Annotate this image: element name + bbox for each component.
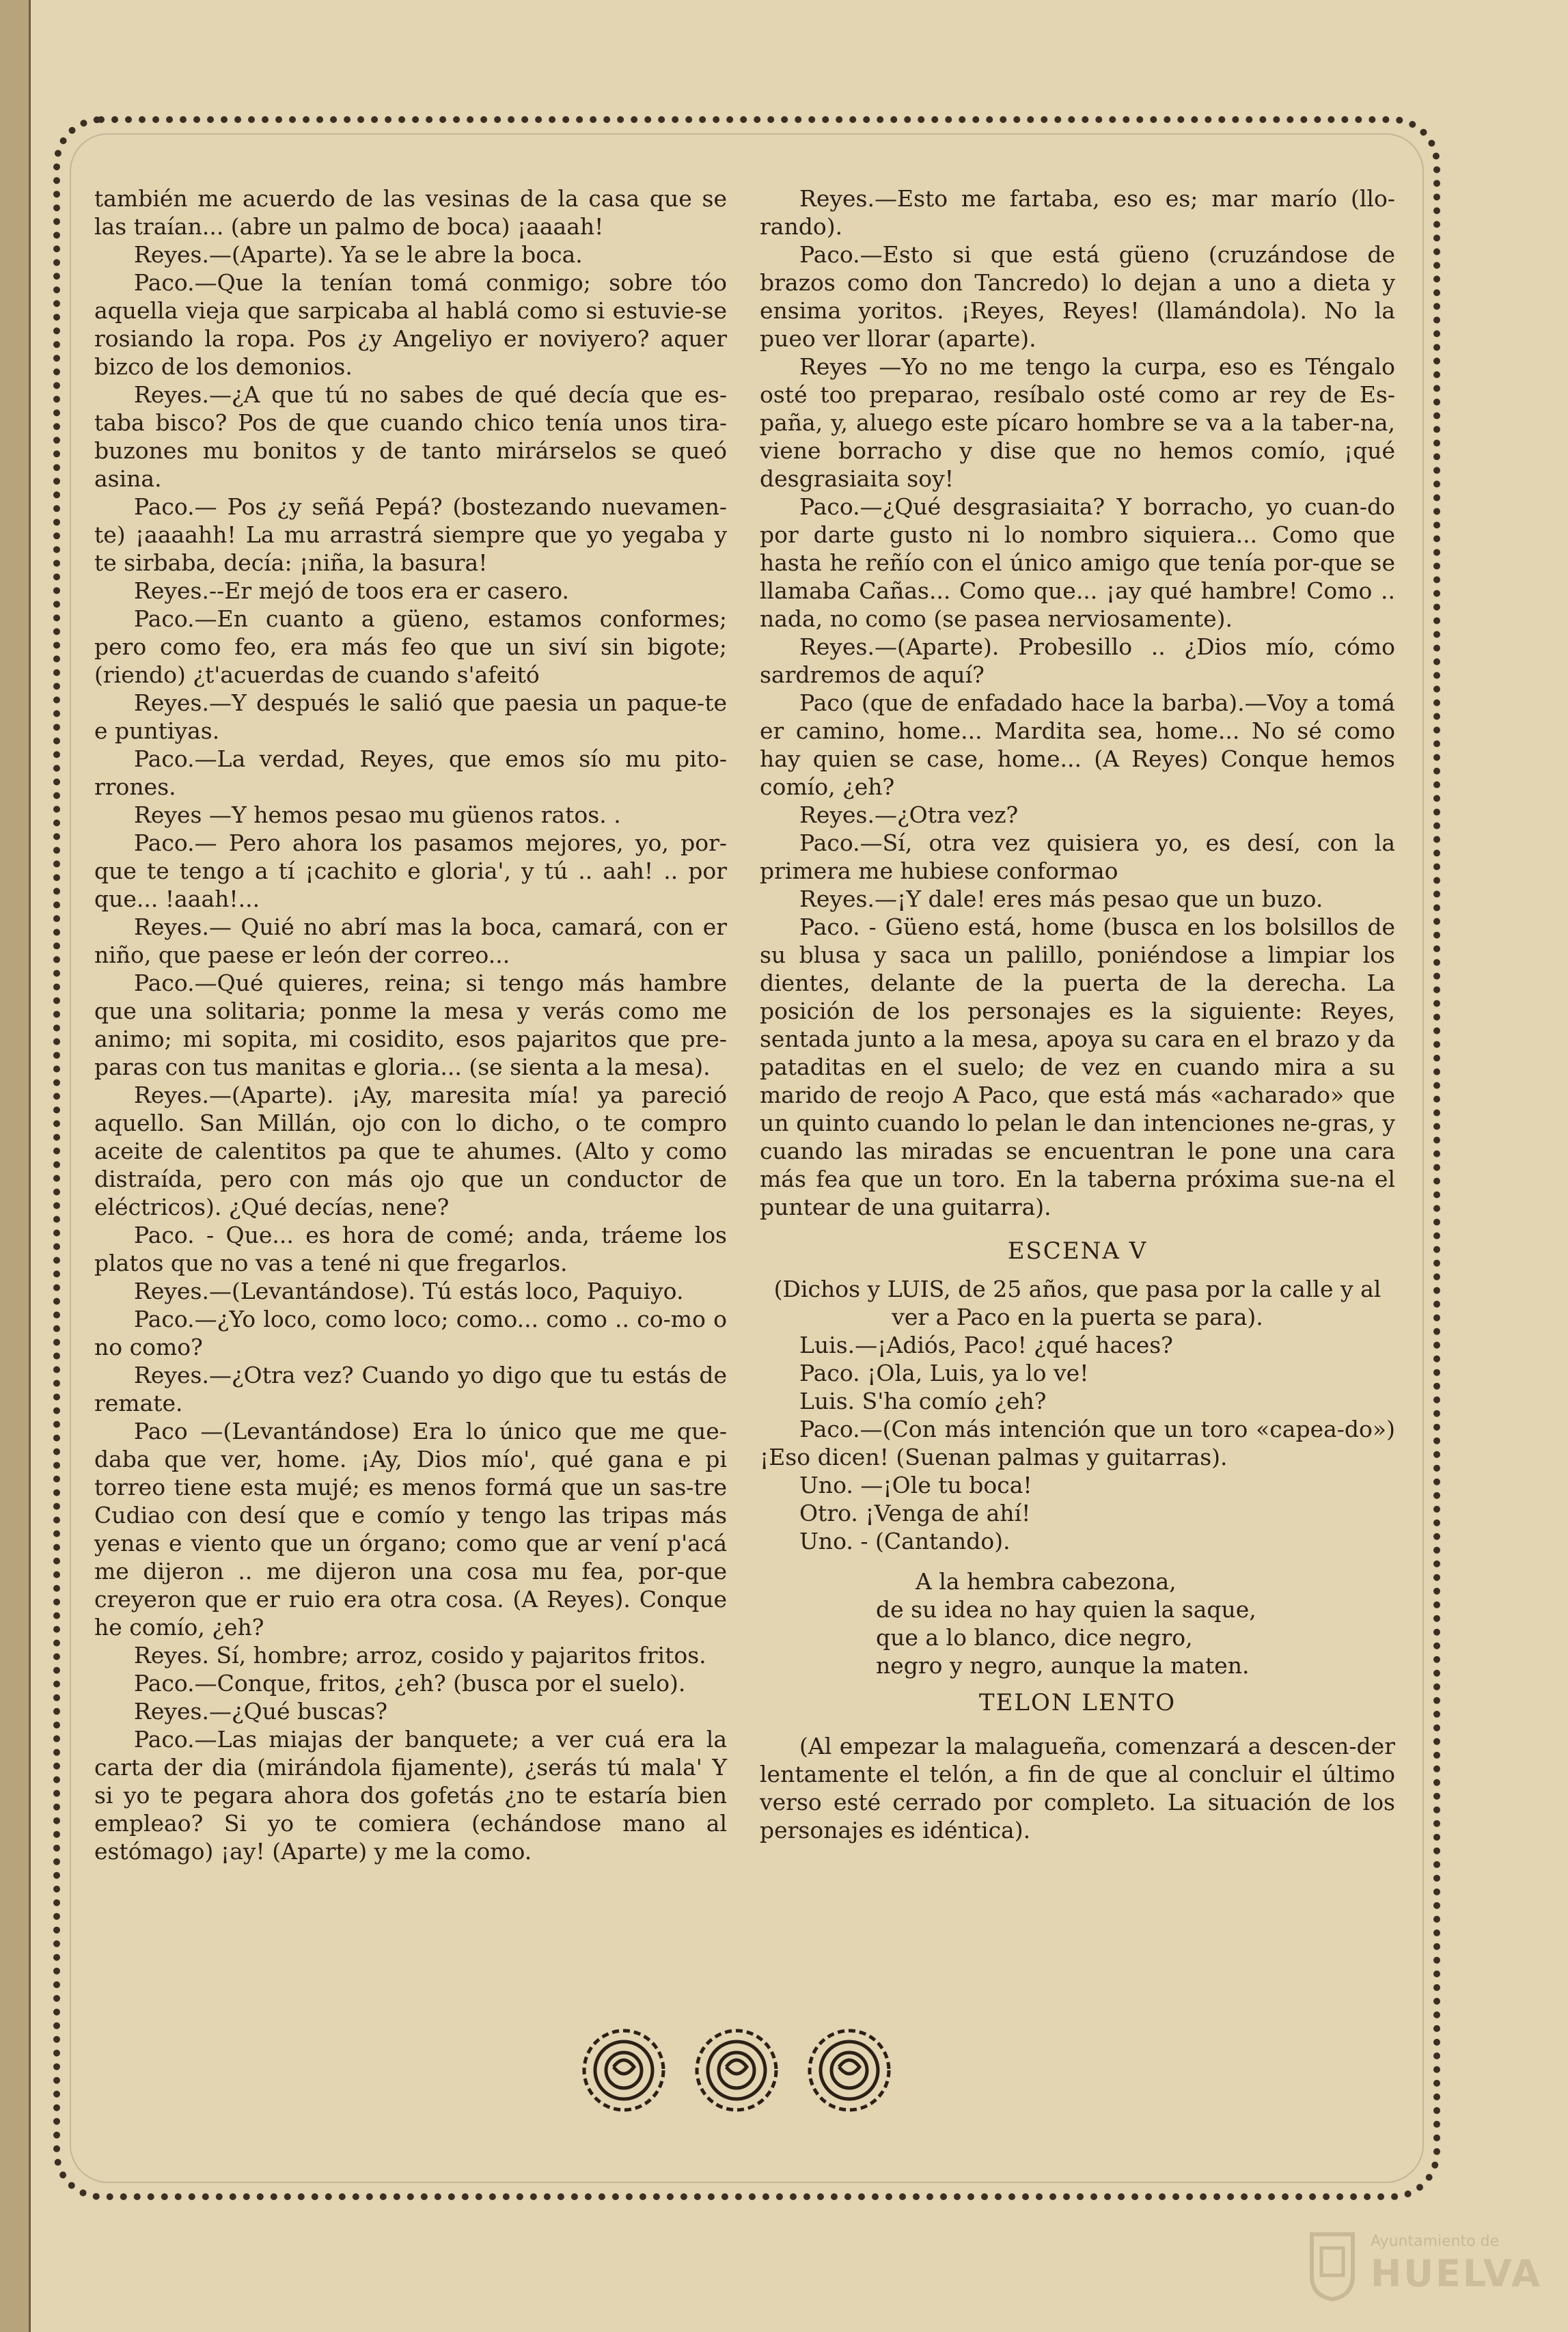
right-column xyxy=(760,184,1395,1844)
scene-description: (Dichos y LUIS, de 25 años, que pasa por la calle y al ver a Paco en la puerta se para). xyxy=(773,1276,1381,1330)
dialogue-paragraph: Luis.—¡Adiós, Paco! ¿qué haces? xyxy=(799,1332,1173,1358)
dialogue-paragraph: Paco.—Esto si que está güeno (cruzándose de brazos como don Tancredo) lo dejan a uno a dieta y ensima yoritos. ¡Reyes, Reyes! (llamándola). No la pueo ver llorar (aparte). xyxy=(760,241,1395,352)
dialogue-paragraph: Otro. ¡Venga de ahí! xyxy=(799,1500,1031,1526)
verse-line: negro y negro, aunque la maten. xyxy=(876,1652,1250,1679)
dialogue-paragraph: Reyes.—(Aparte). Ya se le abre la boca. xyxy=(134,241,583,268)
dialogue-paragraph: Paco.— Pos ¿y señá Pepá? (bostezando nuevamen-te) ¡aaaahh! La mu arrastrá siempre que yo yegaba y te sirbaba, decía: ¡niña, la basura! xyxy=(94,493,727,576)
scene-title: ESCENA V xyxy=(1007,1237,1148,1265)
dialogue-paragraph: Paco.— Pero ahora los pasamos mejores, yo, por-que te tengo a tí ¡cachito e gloria', y tú .. aah! .. por que... !aaah!... xyxy=(94,829,727,912)
dialogue-paragraph: Reyes.—(Aparte). Probesillo .. ¿Dios mío, cómo sardremos de aquí? xyxy=(760,633,1395,688)
dialogue-paragraph: Paco (que de enfadado hace la barba).—Voy a tomá er camino, home... Mardita sea, home... No sé como hay quien se case, home... (A Reyes) Conque hemos comío, ¿eh? xyxy=(760,689,1395,800)
scene-dialogue xyxy=(760,1331,1395,1555)
curtain-stage-direction: (Al empezar la malagueña, comenzará a descen-der lentamente el telón, a fin de que al concluir el último verso esté cerrado por completo. La situación de los personajes es idéntica). xyxy=(760,1733,1395,1843)
verse-block xyxy=(876,1567,1395,1679)
dialogue-paragraph: Paco.—¿Yo loco, como loco; como... como .. co-mo o no como? xyxy=(94,1306,727,1360)
watermark-logo xyxy=(1305,2221,1542,2316)
dialogue-paragraph: Reyes.—(Aparte). ¡Ay, maresita mía! ya pareció aquello. San Millán, ojo con lo dicho, o te compro aceite de calentitos pa que te ahumes. (Alto y como distraída, pero con más ojo que un conductor de eléctricos). ¿Qué decías, nene? xyxy=(94,1082,727,1220)
crest-icon xyxy=(1305,2221,1360,2303)
dialogue-paragraph: Paco.—Sí, otra vez quisiera yo, es desí, con la primera me hubiese conformao xyxy=(760,829,1395,884)
dialogue-paragraph: Paco.—¿Qué desgrasiaita? Y borracho, yo cuan-do por darte gusto ni lo nombro siquiera... Como que hasta he reñío con el único amigo que tenía por-que se llamaba Cañas... Como que... ¡ay qué hambre! Como .. nada, no como (se pasea nerviosamente). xyxy=(760,493,1395,632)
dialogue-paragraph: Reyes.—¡Y dale! eres más pesao que un buzo. xyxy=(799,886,1323,912)
dialogue-paragraph: Paco.—La verdad, Reyes, que emos sío mu pito-rrones. xyxy=(94,745,727,800)
dialogue-paragraph: Paco.—Que la tenían tomá conmigo; sobre tóo aquella vieja que sarpicaba al hablá como si estuvie-se rosiando la ropa. Pos ¿y Angeliyo er noviyero? aquer bizco de los demonios. xyxy=(94,269,727,380)
dialogue-paragraph: Reyes —Y hemos pesao mu güenos ratos. . xyxy=(134,801,621,828)
dialogue-paragraph: Uno. —¡Ole tu boca! xyxy=(799,1472,1032,1498)
dialogue-paragraph: Reyes.—(Levantándose). Tú estás loco, Paquiyo. xyxy=(134,1278,684,1304)
dialogue-paragraph: Paco —(Levantándose) Era lo único que me que-daba que ver, home. ¡Ay, Dios mío', qué gana e pi torreo tiene esta mujé; es menos formá que un sas-tre Cudiao con desí que e comío y tengo las tripas más yenas e viento que un órgano; como que ar vení p'acá me dijeron .. me dijeron una cosa mu fea, por-que creyeron que er ruio era otra cosa. (A Reyes). Conque he comío, ¿eh? xyxy=(94,1418,727,1641)
dialogue-paragraph: Reyes.— Quié no abrí mas la boca, camará, con er niño, que paese er león der correo... xyxy=(94,914,727,968)
dialogue-paragraph: Reyes.—¿A que tú no sabes de qué decía que es-taba bisco? Pos de que cuando chico tenía unos tira-buzones mu bonitos y de tanto mirárselos se queó asina. xyxy=(94,381,727,492)
dialogue-paragraph: Paco. ¡Ola, Luis, ya lo ve! xyxy=(799,1360,1089,1386)
watermark-line2: HUELVA xyxy=(1371,2252,1542,2295)
left-column xyxy=(94,184,727,1865)
dialogue-paragraph: Reyes.—Esto me fartaba, eso es; mar marío (llo-rando). xyxy=(760,185,1395,240)
verse-line: A la hembra cabezona, xyxy=(916,1568,1177,1595)
dialogue-paragraph: Paco.—(Con más intención que un toro «capea-do») ¡Eso dicen! (Suenan palmas y guitarras). xyxy=(760,1416,1395,1470)
dialogue-paragraph: Reyes.—¿Otra vez? Cuando yo digo que tu estás de remate. xyxy=(94,1362,727,1416)
dialogue-paragraph: Paco.—Conque, fritos, ¿eh? (busca por el suelo). xyxy=(134,1670,686,1697)
rose-icon xyxy=(697,2031,776,2110)
rose-ornament xyxy=(573,2019,900,2122)
dialogue-paragraph: Luis. S'ha comío ¿eh? xyxy=(799,1388,1047,1414)
dialogue-paragraph: Paco.—En cuanto a güeno, estamos conformes; pero como feo, era más feo que un siví sin bigote; (riendo) ¿t'acuerdas de cuando s'afeitó xyxy=(94,605,727,688)
right-column-dialogue xyxy=(760,184,1395,1221)
dialogue-paragraph: Reyes. Sí, hombre; arroz, cosido y pajaritos fritos. xyxy=(134,1642,706,1669)
curtain-title: TELON LENTO xyxy=(978,1689,1177,1716)
verse-line: de su idea no hay quien la saque, xyxy=(876,1596,1256,1623)
rose-icon xyxy=(810,2031,889,2110)
dialogue-paragraph: Reyes.—¿Qué buscas? xyxy=(134,1698,388,1725)
watermark-line1: Ayuntamiento de xyxy=(1371,2233,1500,2250)
dialogue-paragraph: Paco.—Qué quieres, reina; si tengo más hambre que una solitaria; ponme la mesa y verás como me animo; mi sopita, mi cosidito, esos pajaritos que pre-paras con tus manitas e gloria... (se sienta a la mesa). xyxy=(94,970,727,1080)
dialogue-paragraph: Reyes —Yo no me tengo la curpa, eso es Téngalo osté too preparao, resíbalo osté como ar rey de Es-paña, y, aluego este pícaro hombre se va a la taber-na, viene borracho y dise que no hemos comío, ¡qué desgrasiaita soy! xyxy=(760,353,1395,492)
verse-line: que a lo blanco, dice negro, xyxy=(876,1624,1193,1651)
dialogue-paragraph: Uno. - (Cantando). xyxy=(799,1528,1010,1554)
rose-icon xyxy=(584,2031,663,2110)
dialogue-paragraph: también me acuerdo de las vesinas de la casa que se las traían... (abre un palmo de boca) ¡aaaah! xyxy=(94,185,727,240)
dialogue-paragraph: Paco. - Güeno está, home (busca en los bolsillos de su blusa y saca un palillo, poniéndose a limpiar los dientes, delante de la puerta de la derecha. La posición de los personajes es la siguiente: Reyes, sentada junto a la mesa, apoya su cara en el brazo y da pataditas en el suelo; de vez en cuando mira a su marido de reojo A Paco, que está más «acharado» que un quinto cuando lo pelan le dan intenciones ne-gras, y cuando las miradas se encuentran le pone una cara más fea que un toro. En la taberna próxima sue-na el puntear de una guitarra). xyxy=(760,914,1395,1220)
binding-strip xyxy=(0,0,31,2332)
dialogue-paragraph: Paco. - Que... es hora de comé; anda, tráeme los platos que no vas a tené ni que fregarlos. xyxy=(94,1222,727,1276)
dialogue-paragraph: Reyes.--Er mejó de toos era er casero. xyxy=(134,577,570,604)
dialogue-paragraph: Paco.—Las miajas der banquete; a ver cuá era la carta der dia (mirándola fijamente), ¿serás tú mala' Y si yo te pegara ahora dos gofetás ¿no te estaría bien empleao? Si yo te comiera (echándose mano al estómago) ¡ay! (Aparte) y me la como. xyxy=(94,1726,727,1865)
dialogue-paragraph: Reyes.—Y después le salió que paesia un paque-te e puntiyas. xyxy=(94,689,727,744)
dialogue-paragraph: Reyes.—¿Otra vez? xyxy=(799,801,1019,828)
